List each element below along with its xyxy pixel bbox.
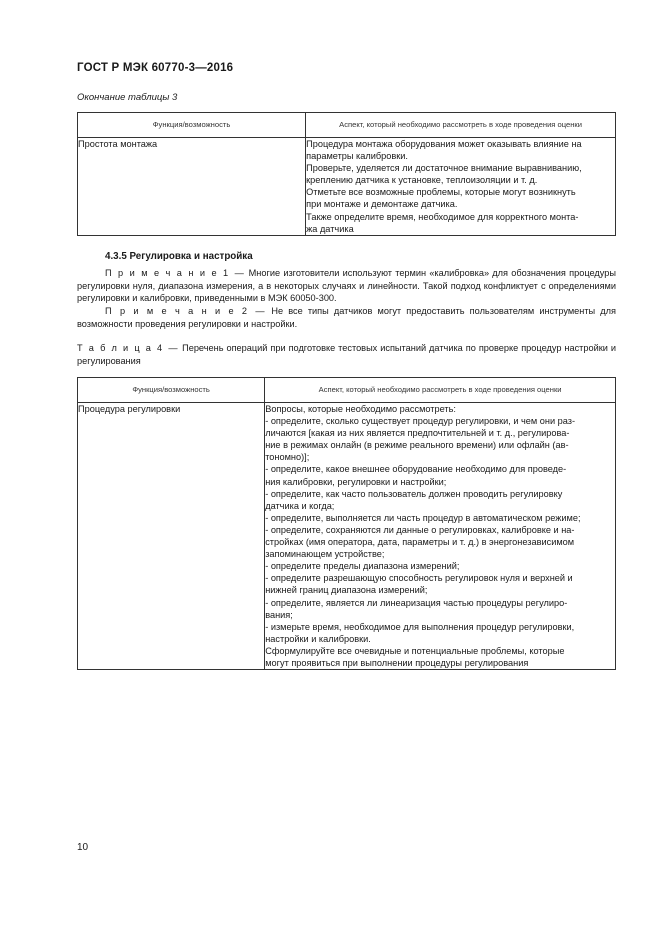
note-1-text: Многие изготовители используют термин «калибровка» для обозначения процедуры регулировки нуля, диапазона измерения, а в некоторых случаях и линейности. Такой подход конфликтует с определениями регулировки и калибровки, приведенными в МЭК 60050-300.	[77, 268, 616, 304]
aspect-line: креплению датчика к установке, теплоизоляции и т. д.	[306, 175, 538, 186]
aspect-line: стройках (имя оператора, дата, параметры и т. д.) в энергонезависимом	[265, 537, 575, 548]
aspect-line: параметры калибровки.	[306, 151, 408, 162]
aspect-line: при монтаже и демонтаже датчика.	[306, 199, 458, 210]
aspect-line: - определите, какое внешнее оборудование необходимо для проведе-	[265, 464, 567, 475]
aspect-line: - определите, является ли линеаризация частью процедуры регулиро-	[265, 597, 568, 608]
note-2-label: П р и м е ч а н и е 2 —	[105, 306, 267, 316]
aspect-line: Вопросы, которые необходимо рассмотреть:	[265, 404, 456, 414]
standard-title: ГОСТ Р МЭК 60770-3—2016	[77, 62, 234, 74]
aspect-line: жа датчика	[306, 223, 354, 234]
aspect-line: Проверьте, уделяется ли достаточное внимание выравниванию,	[306, 163, 582, 174]
aspect-line: настройки и калибровки.	[265, 633, 371, 644]
table4-caption-label: Т а б л и ц а 4 —	[77, 343, 180, 353]
aspect-cell	[306, 138, 616, 236]
aspect-cell	[265, 403, 616, 670]
aspect-line: личаются [какая из них является предпочтительней и т. д., регулирова-	[265, 428, 570, 439]
aspect-line: - определите, выполняется ли часть процедур в автоматическом режиме;	[265, 512, 581, 523]
table-row	[78, 403, 616, 670]
aspect-line: Сформулируйте все очевидные и потенциальные проблемы, которые	[265, 645, 565, 656]
aspect-line: - определите, сохраняются ли данные о регулировках, калибровке и на-	[265, 524, 575, 535]
aspect-line: - определите, сколько существует процедур регулировки, и чем они раз-	[265, 416, 576, 427]
aspect-line: Отметьте все возможные проблемы, которые могут возникнуть	[306, 187, 576, 198]
aspect-line: запоминающем устройстве;	[265, 549, 385, 560]
aspect-line: ние в режимах онлайн (в режиме реального времени) или офлайн (ав-	[265, 440, 569, 451]
note-2	[77, 305, 616, 330]
aspect-line: могут проявиться при выполнении процедуры регулирования	[265, 657, 529, 668]
aspect-line: - определите, как часто пользователь должен проводить регулировку	[265, 488, 563, 499]
column-header-aspect: Аспект, который необходимо рассмотреть в ходе проведения оценки	[265, 378, 616, 403]
table-row	[78, 138, 616, 236]
aspect-line: датчика и когда;	[265, 500, 335, 511]
aspect-line: Процедура монтажа оборудования может оказывать влияние на	[306, 139, 582, 149]
aspect-line: ния калибровки, регулировки и настройки;	[265, 476, 447, 487]
column-header-function: Функция/возможность	[78, 378, 265, 403]
table4-caption-text: Перечень операций при подготовке тестовых испытаний датчика по проверке процедур настройки и регулирования	[77, 343, 616, 366]
table3-continuation-caption: Окончание таблицы 3	[77, 92, 178, 103]
table4-caption	[77, 342, 616, 367]
function-cell: Простота монтажа	[78, 138, 306, 236]
aspect-line: вания;	[265, 609, 293, 620]
section-heading: 4.3.5 Регулировка и настройка	[105, 251, 253, 262]
table-header-row	[78, 113, 616, 138]
note-1	[77, 267, 616, 305]
aspect-line: - определите пределы диапазона измерений;	[265, 561, 460, 572]
aspect-line: - определите разрешающую способность регулировок нуля и верхней и	[265, 573, 573, 584]
table-3	[77, 112, 616, 236]
aspect-line: нижней границ диапазона измерений;	[265, 585, 428, 596]
note-1-label: П р и м е ч а н и е 1 —	[105, 268, 246, 278]
column-header-aspect: Аспект, который необходимо рассмотреть в ходе проведения оценки	[306, 113, 616, 138]
table-header-row	[78, 378, 616, 403]
aspect-line: - измерьте время, необходимое для выполнения процедур регулировки,	[265, 621, 575, 632]
note-2-text: Не все типы датчиков могут предоставить пользователям инструменты для возможности проведения регулировки и настройки.	[77, 306, 616, 329]
aspect-line: Также определите время, необходимое для корректного монта-	[306, 211, 579, 222]
function-cell: Процедура регулировки	[78, 403, 265, 670]
table-4	[77, 377, 616, 670]
column-header-function: Функция/возможность	[78, 113, 306, 138]
aspect-line: тономно)];	[265, 452, 310, 463]
page-number: 10	[77, 842, 89, 853]
